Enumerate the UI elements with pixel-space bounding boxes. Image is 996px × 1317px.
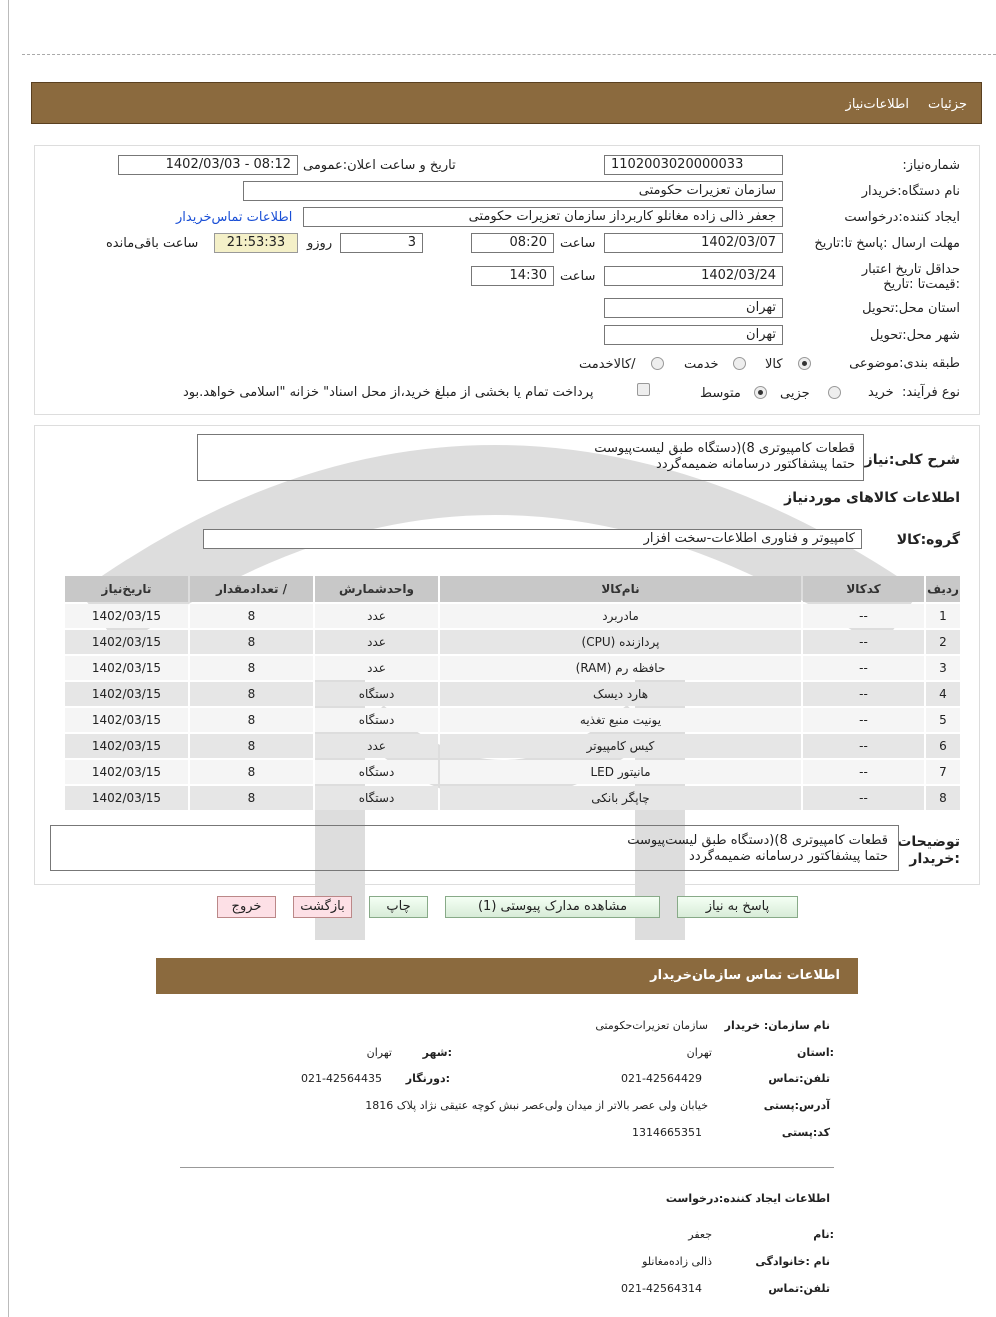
cell-qty: 8 bbox=[190, 760, 313, 784]
top-dashed-divider bbox=[22, 54, 996, 55]
reply-button[interactable]: پاسخ به نیاز bbox=[677, 896, 798, 918]
cell-qty: 8 bbox=[190, 682, 313, 706]
city-label: شهر محل:تحویل bbox=[870, 328, 960, 343]
section-divider bbox=[180, 1167, 834, 1168]
buyer-org-label: نام دستگاه:خریدار bbox=[861, 184, 960, 199]
process-medium-radio[interactable] bbox=[754, 386, 767, 399]
contact-province-value: تهران bbox=[686, 1046, 712, 1059]
requester-name-value: جعفر bbox=[688, 1228, 712, 1241]
cell-date: 1402/03/15 bbox=[65, 656, 188, 680]
buyer-contact-link[interactable]: اطلاعات تماس‌خریدار bbox=[176, 210, 293, 225]
cell-code: -- bbox=[803, 604, 924, 628]
buyer-notes-line-1: قطعات کامپیوتری 8)(دستگاه طبق لیست‌پیوست bbox=[627, 833, 888, 848]
remaining-label: ساعت باقی‌مانده bbox=[106, 236, 199, 251]
org-name-label: نام سازمان: خریدار bbox=[724, 1019, 830, 1032]
exit-button[interactable]: خروج bbox=[217, 896, 276, 918]
contact-postal-label: کد:پستی bbox=[781, 1126, 830, 1139]
details-header-bar bbox=[31, 82, 982, 124]
description-line-1: قطعات کامپیوتری 8)(دستگاه طبق لیست‌پیوست bbox=[594, 441, 855, 456]
category-service-label: خدمت bbox=[684, 357, 719, 372]
validity-date-field: 1402/03/24 bbox=[604, 266, 783, 286]
cell-row: 1 bbox=[926, 604, 960, 628]
cell-row: 2 bbox=[926, 630, 960, 654]
cell-unit: عدد bbox=[315, 656, 438, 680]
need-number-label: شماره‌نیاز: bbox=[902, 158, 960, 173]
announce-date-field: 1402/03/03 - 08:12 bbox=[118, 155, 298, 175]
cell-name: مانیتور LED bbox=[440, 760, 801, 784]
cell-date: 1402/03/15 bbox=[65, 734, 188, 758]
days-field: 3 bbox=[340, 233, 423, 253]
cell-row: 8 bbox=[926, 786, 960, 810]
goods-group-label: گروه:کالا bbox=[896, 532, 960, 548]
category-service-radio[interactable] bbox=[733, 357, 746, 370]
table-row bbox=[65, 656, 960, 680]
cell-name: چاپگر بانکی bbox=[440, 786, 801, 810]
cell-qty: 8 bbox=[190, 708, 313, 732]
left-border-line bbox=[8, 0, 9, 1317]
deadline-date-field: 1402/03/07 bbox=[604, 233, 783, 253]
description-line-2: حتما پیشفاکتور در‌سامانه ضمیمه‌گردد bbox=[656, 457, 855, 472]
col-qty: / تعدادمقدار bbox=[190, 576, 313, 602]
cell-name: حافظه رم (RAM) bbox=[440, 656, 801, 680]
cell-unit: دستگاه bbox=[315, 786, 438, 810]
cell-unit: عدد bbox=[315, 734, 438, 758]
cell-unit: دستگاه bbox=[315, 760, 438, 784]
general-description-box bbox=[197, 434, 864, 481]
contact-phone-value: 021-42564429 bbox=[621, 1072, 702, 1085]
requester-family-value: ذالی زادەمغانلو bbox=[642, 1255, 712, 1268]
table-row bbox=[65, 682, 960, 706]
cell-date: 1402/03/15 bbox=[65, 786, 188, 810]
goods-table bbox=[63, 574, 962, 812]
contact-city-value: تهران bbox=[366, 1046, 392, 1059]
creator-field: جعفر ذالی زاده مغانلو کاربرداز سازمان تعزیرات حکومتی bbox=[303, 207, 783, 227]
requester-family-label: نام :خانوادگی bbox=[755, 1255, 830, 1268]
buyer-contact-header bbox=[156, 958, 858, 994]
process-medium-label: متوسط bbox=[700, 386, 741, 401]
validity-label: حداقل تاریخ اعتبار :قیمت‌تا :تاریخ bbox=[861, 262, 960, 292]
cell-unit: دستگاه bbox=[315, 708, 438, 732]
cell-unit: دستگاه bbox=[315, 682, 438, 706]
cell-name: پردازنده (CPU) bbox=[440, 630, 801, 654]
cell-date: 1402/03/15 bbox=[65, 682, 188, 706]
deadline-label: مهلت ارسال :پاسخ تا:تاریخ bbox=[814, 236, 960, 251]
category-goods-radio[interactable] bbox=[798, 357, 811, 370]
contact-address-label: آدرس:پستی bbox=[763, 1099, 830, 1112]
table-row bbox=[65, 708, 960, 732]
contact-province-label: :استان bbox=[797, 1046, 834, 1059]
process-buy-label: خرید bbox=[868, 385, 894, 400]
contact-phone-label: تلفن:تماس bbox=[768, 1072, 830, 1085]
process-partial-radio[interactable] bbox=[828, 386, 841, 399]
table-row bbox=[65, 604, 960, 628]
cell-qty: 8 bbox=[190, 604, 313, 628]
cell-row: 4 bbox=[926, 682, 960, 706]
process-partial-label: جزیی bbox=[780, 386, 810, 401]
deadline-time-field: 08:20 bbox=[471, 233, 554, 253]
goods-group-field: کامپیوتر و فناوری اطلاعات-سخت افزار bbox=[203, 529, 862, 549]
province-label: استان محل:تحویل bbox=[862, 301, 960, 316]
requester-phone-value: 021-42564314 bbox=[621, 1282, 702, 1295]
cell-code: -- bbox=[803, 786, 924, 810]
contact-postal-value: 1314665351 bbox=[632, 1126, 702, 1139]
cell-name: یونیت منبع تغذیه bbox=[440, 708, 801, 732]
cell-qty: 8 bbox=[190, 630, 313, 654]
category-label: طبقه بندی:موضوعی bbox=[849, 356, 960, 371]
cell-unit: عدد bbox=[315, 630, 438, 654]
table-row bbox=[65, 734, 960, 758]
col-unit: واحدشمارش bbox=[315, 576, 438, 602]
buyer-org-field: سازمان تعزیرات حکومتی bbox=[243, 181, 783, 201]
tab-details[interactable]: جزئیات bbox=[928, 97, 967, 112]
buyer-notes-label-2: :خریدار bbox=[909, 851, 960, 867]
cell-name: مادربرد bbox=[440, 604, 801, 628]
process-type-label: نوع فرآیند: bbox=[902, 385, 960, 400]
days-label: روزو bbox=[307, 236, 333, 251]
treasury-payment-note: پرداخت تمام یا بخشی از مبلغ خرید،از محل اسناد" خزانه "اسلامی خواهد.بود bbox=[183, 385, 594, 400]
contact-city-label: :شهر bbox=[422, 1046, 452, 1059]
contact-fax-value: 021-42564435 bbox=[301, 1072, 382, 1085]
cell-row: 3 bbox=[926, 656, 960, 680]
announce-label: تاریخ و ساعت اعلان:عمومی bbox=[303, 158, 456, 173]
deadline-time-label: ساعت bbox=[560, 236, 596, 251]
cell-date: 1402/03/15 bbox=[65, 708, 188, 732]
cell-qty: 8 bbox=[190, 656, 313, 680]
contact-fax-label: :دورنگار bbox=[405, 1072, 450, 1085]
back-button[interactable]: بازگشت bbox=[293, 896, 352, 918]
cell-row: 7 bbox=[926, 760, 960, 784]
province-field: تهران bbox=[604, 298, 783, 318]
cell-name: کیس کامپیوتر bbox=[440, 734, 801, 758]
cell-row: 5 bbox=[926, 708, 960, 732]
table-row bbox=[65, 630, 960, 654]
cell-date: 1402/03/15 bbox=[65, 760, 188, 784]
cell-code: -- bbox=[803, 734, 924, 758]
treasury-payment-checkbox[interactable] bbox=[637, 383, 650, 396]
cell-code: -- bbox=[803, 682, 924, 706]
validity-time-field: 14:30 bbox=[471, 266, 554, 286]
cell-date: 1402/03/15 bbox=[65, 630, 188, 654]
org-name-value: سازمان تعزیرات‌حکومتی bbox=[595, 1019, 708, 1032]
contact-address-value: خیابان ولی عصر بالاتر از میدان ولی‌عصر نبش کوچه عتیقی نژاد پلاک 1816 bbox=[365, 1099, 708, 1112]
col-row: ردیف bbox=[926, 576, 960, 602]
remaining-timer: 21:53:33 bbox=[214, 233, 298, 253]
table-row bbox=[65, 786, 960, 810]
category-goods-service-radio[interactable] bbox=[651, 357, 664, 370]
goods-info-heading: اطلاعات کالاهای موردنیاز bbox=[784, 490, 960, 506]
creator-label: ایجاد کننده:درخواست bbox=[844, 210, 960, 225]
print-button[interactable]: چاپ bbox=[369, 896, 428, 918]
cell-code: -- bbox=[803, 630, 924, 654]
tab-need-info[interactable]: اطلاعات‌نیاز bbox=[845, 97, 909, 112]
cell-code: -- bbox=[803, 656, 924, 680]
view-attachments-button[interactable]: مشاهده مدارک پیوستی (1) bbox=[445, 896, 660, 918]
table-header-row bbox=[65, 576, 960, 602]
validity-time-label: ساعت bbox=[560, 269, 596, 284]
cell-qty: 8 bbox=[190, 786, 313, 810]
col-code: کدکالا bbox=[803, 576, 924, 602]
buyer-notes-box bbox=[50, 825, 899, 871]
buyer-notes-line-2: حتما پیشفاکتور در‌سامانه ضمیمه‌گردد bbox=[689, 849, 888, 864]
cell-name: هارد دیسک bbox=[440, 682, 801, 706]
col-date: تاریخ‌نیاز bbox=[65, 576, 188, 602]
cell-date: 1402/03/15 bbox=[65, 604, 188, 628]
buyer-contact-title: اطلاعات تماس سازمان‌خریدار bbox=[650, 968, 840, 983]
requester-info-title: اطلاعات ایجاد کننده:درخواست bbox=[665, 1192, 830, 1205]
cell-row: 6 bbox=[926, 734, 960, 758]
need-number-field: 1102003020000033 bbox=[604, 155, 783, 175]
requester-name-label: :نام bbox=[813, 1228, 834, 1241]
col-name: نام‌کالا bbox=[440, 576, 801, 602]
buyer-notes-label-1: توضیحات bbox=[897, 834, 960, 850]
cell-unit: عدد bbox=[315, 604, 438, 628]
general-description-label: شرح کلی:نیاز bbox=[864, 452, 960, 468]
cell-qty: 8 bbox=[190, 734, 313, 758]
category-goods-service-label: /کالاخدمت bbox=[579, 357, 636, 372]
city-field: تهران bbox=[604, 325, 783, 345]
cell-code: -- bbox=[803, 760, 924, 784]
category-goods-label: کالا bbox=[765, 357, 783, 372]
table-row bbox=[65, 760, 960, 784]
cell-code: -- bbox=[803, 708, 924, 732]
requester-phone-label: تلفن:تماس bbox=[768, 1282, 830, 1295]
